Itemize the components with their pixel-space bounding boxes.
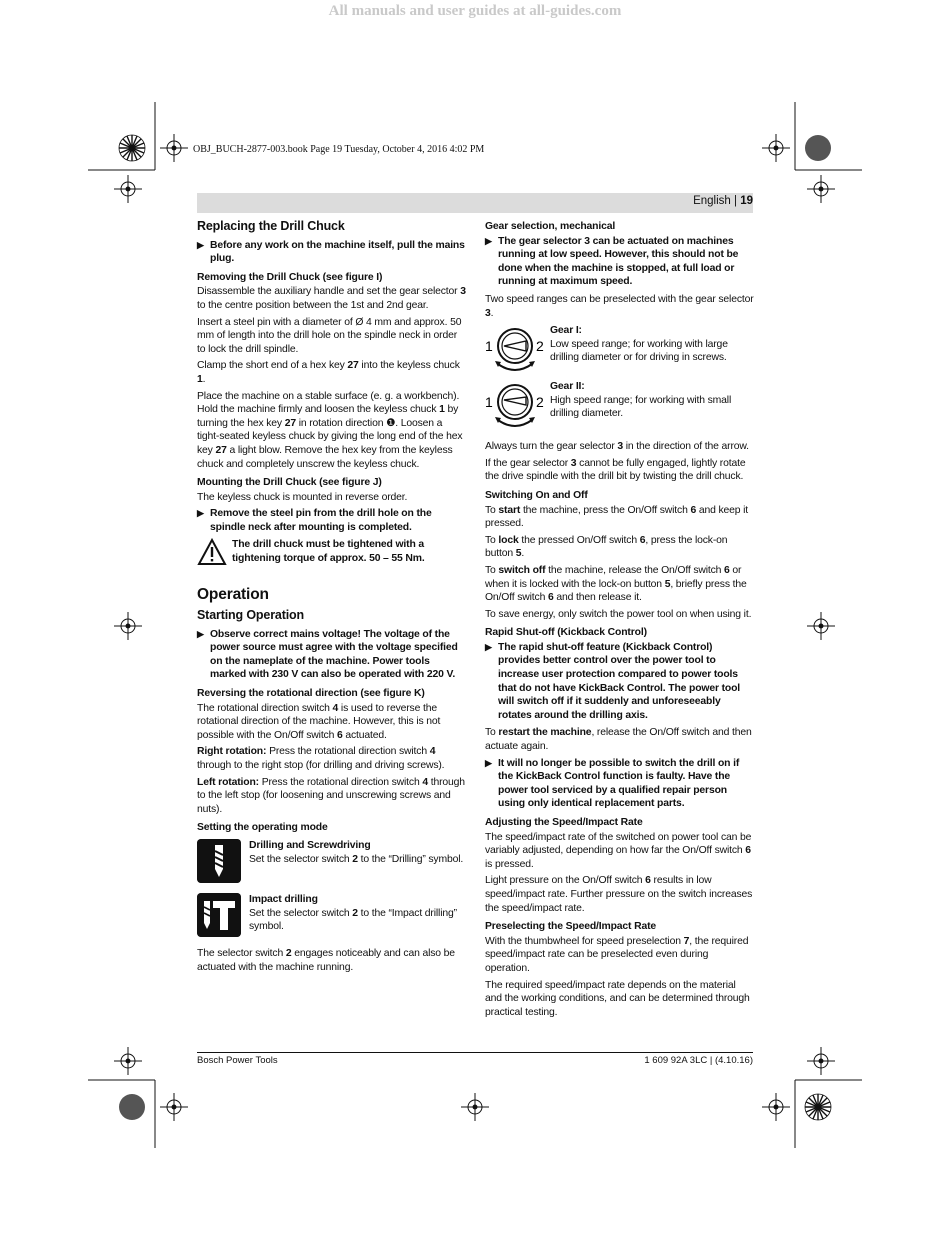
para-insert-pin: Insert a steel pin with a diameter of Ø 4 mm and approx. 50 mm of length into the drill hole on the spindle neck in order to lock the drill spindle. [197,316,462,355]
footer-publisher: Bosch Power Tools [197,1055,278,1066]
book-info-line: OBJ_BUCH-2877-003.book Page 19 Tuesday, October 4, 2016 4:02 PM [193,144,485,155]
para-light-pressure: Light pressure on the On/Off switch 6 results in low speed/impact rate. Further pressure on the switch increases the speed/impact rate. [485,875,753,914]
para-place-machine: Place the machine on a stable surface (e. g. a workbench). Hold the machine firmly and loosen the keyless chuck 1 by turning the hex key 27 in rotation direction ❶. Loosen a tight-seated keyless chuck by giving the long end of the hex key 27 a light blow. Remove the hex key from the keyless chuck and completely unscrew the keyless chuck. [197,390,463,470]
para-restart: To restart the machine, release the On/Off switch and then actuate again. [485,727,752,753]
para-reverse-order: The keyless chuck is mounted in reverse order. [197,491,408,503]
gear-two: 1 2 Gear II: High speed range; for working with small drilling diameter. [485,380,755,432]
gear-one: 1 2 Gear I: Low speed range; for working with large drilling diameter or for driving in screws. [485,324,755,376]
bullet-kickback-faulty: ▶ It will no longer be possible to switch the drill on if the KickBack Control function is faulty. Have the power tool serviced by a qualified repair person using only identical replacement parts. [485,757,740,810]
para-always-turn: Always turn the gear selector 3 in the direction of the arrow. [485,441,749,453]
bullet-arrow-icon: ▶ [197,508,204,519]
registration-mark-bottom-right [762,1093,790,1121]
registration-mark-left-mid [114,612,142,640]
heading-reversing-direction: Reversing the rotational direction (see figure K) [197,688,425,700]
drill-bit-icon [197,839,241,883]
heading-preselecting-speed: Preselecting the Speed/Impact Rate [485,921,657,933]
bullet-arrow-icon: ▶ [197,628,204,639]
starburst-target-bottom-right [803,1092,833,1122]
bullet-kickback-control: ▶ The rapid shut-off feature (Kickback Control) provides better control over the power tool to increase user protection compared to power tools that do not have KickBack Control. The power tool will switch off if it suddenly and unforeseeably rotates around the drilling axis. [485,641,741,721]
para-rotational-switch: The rotational direction switch 4 is used to reverse the rotational direction of the machine. However, this is not possible with the On/Off switch 6 actuated. [197,702,441,741]
heading-switching: Switching On and Off [485,489,588,501]
bullet-gear-selector: ▶ The gear selector 3 can be actuated on machines running at low speed. However, this should not be done when the machine is stopped, at full load or running at maximum speed. [485,235,739,288]
para-right-rotation: Right rotation: Press the rotational direction switch 4 through to the right stop (for drilling and driving screws). [197,746,445,771]
heading-operating-mode: Setting the operating mode [197,822,328,834]
footer-rule [197,1052,753,1053]
bullet-pull-mains-plug: ▶ Before any work on the machine itself, pull the mains plug. [197,239,465,265]
para-selector-engages: The selector switch 2 engages noticeably and can also be actuated with the machine running. [197,947,455,973]
rotation-direction-icon: ❶ [386,417,396,429]
gear-label-1: 1 [485,394,493,411]
gear-label-2: 2 [536,394,544,411]
header-language: English [693,195,731,207]
starburst-target-top-left [117,133,147,163]
mode-impact-drilling: Impact drilling Set the selector switch 2 to the “Impact drilling” symbol. [197,893,467,941]
gear-label-2: 2 [536,338,544,355]
bullet-arrow-icon: ▶ [485,235,492,246]
heading-starting-operation: Starting Operation [197,608,305,623]
heading-replacing-drill-chuck: Replacing the Drill Chuck [197,219,345,233]
footer-doc-number: 1 609 92A 3LC | (4.10.16) [644,1055,753,1066]
para-start: To start the machine, press the On/Off switch 6 and keep it pressed. [485,504,749,530]
heading-mounting-chuck: Mounting the Drill Chuck (see figure J) [197,477,382,489]
para-speed-adjusted: The speed/impact rate of the switched on power tool can be variably adjusted, depending on how far the On/Off switch 6 is pressed. [485,831,752,870]
mode-drilling: Drilling and Screwdriving Set the selector switch 2 to the “Drilling” symbol. [197,839,467,887]
heading-removing-chuck: Removing the Drill Chuck (see figure I) [197,271,383,283]
header-band [197,193,753,213]
heading-adjusting-speed: Adjusting the Speed/Impact Rate [485,817,643,828]
bullet-arrow-icon: ▶ [197,239,204,250]
registration-mark-left-upper [114,175,142,203]
page-number: 19 [740,195,753,207]
registration-mark-right-upper [807,175,835,203]
bullet-arrow-icon: ▶ [485,641,492,652]
registration-mark-right-mid [807,612,835,640]
para-disassemble: Disassemble the auxiliary handle and set the gear selector 3 to the centre position between the 1st and 2nd gear. [197,286,466,311]
bullet-arrow-icon: ▶ [485,757,492,768]
watermark: All manuals and user guides at all-guides.com [328,3,622,19]
bullet-remove-steel-pin: ▶ Remove the steel pin from the drill hole on the spindle neck after mounting is completed. [197,508,432,533]
para-save-energy: To save energy, only switch the power tool on when using it. [485,608,752,620]
gray-target-top-right [803,133,833,163]
para-clamp-hex-key: Clamp the short end of a hex key 27 into the keyless chuck 1. [197,360,460,385]
registration-mark-bottom-center [461,1093,489,1121]
para-required-speed: The required speed/impact rate depends on the material and the working conditions, and can be determined through practical testing. [485,979,750,1018]
left-column [197,218,467,977]
heading-gear-selection: Gear selection, mechanical [485,221,616,232]
gear-label-1: 1 [485,338,493,355]
gear-selector-icon [485,380,545,434]
header-separator: | [730,195,741,207]
gear-selector-icon [485,324,545,378]
registration-mark-top-right [762,134,790,162]
registration-mark-top-left [160,134,188,162]
warning-triangle-icon [197,538,227,566]
registration-mark-right-lower [807,1047,835,1075]
para-switch-off: To switch off the machine, release the On/Off switch 6 or when it is locked with the lock-on button 5, briefly press the On/Off switch 6 and then release it. [485,564,747,604]
impact-drill-icon [197,893,241,937]
para-thumbwheel: With the thumbwheel for speed preselection 7, the required speed/impact rate can be preselected even during operation. [485,935,749,974]
page-header [693,195,753,207]
para-two-speed-ranges: Two speed ranges can be preselected with the gear selector 3. [485,293,754,319]
heading-rapid-shutoff: Rapid Shut-off (Kickback Control) [485,627,647,639]
warning-torque: The drill chuck must be tightened with a tightening torque of approx. 50 – 55 Nm. [197,538,467,570]
para-lock: To lock the pressed On/Off switch 6, press the lock-on button 5. [485,534,728,560]
bullet-mains-voltage: ▶ Observe correct mains voltage! The voltage of the power source must agree with the voltage specified on the nameplate of the machine. Power tools marked with 230 V can also be operated with 220 V. [197,628,458,681]
right-column [485,218,755,1022]
para-left-rotation: Left rotation: Press the rotational direction switch 4 through to the left stop (for loosening and unscrewing screws and nuts). [197,776,465,815]
gray-target-bottom-left [117,1092,147,1122]
para-if-not-engaged: If the gear selector 3 cannot be fully engaged, lightly rotate the drive spindle with the drill bit by twisting the drill chuck. [485,457,746,483]
heading-operation: Operation [197,586,269,604]
registration-mark-bottom-left [160,1093,188,1121]
registration-mark-left-lower [114,1047,142,1075]
